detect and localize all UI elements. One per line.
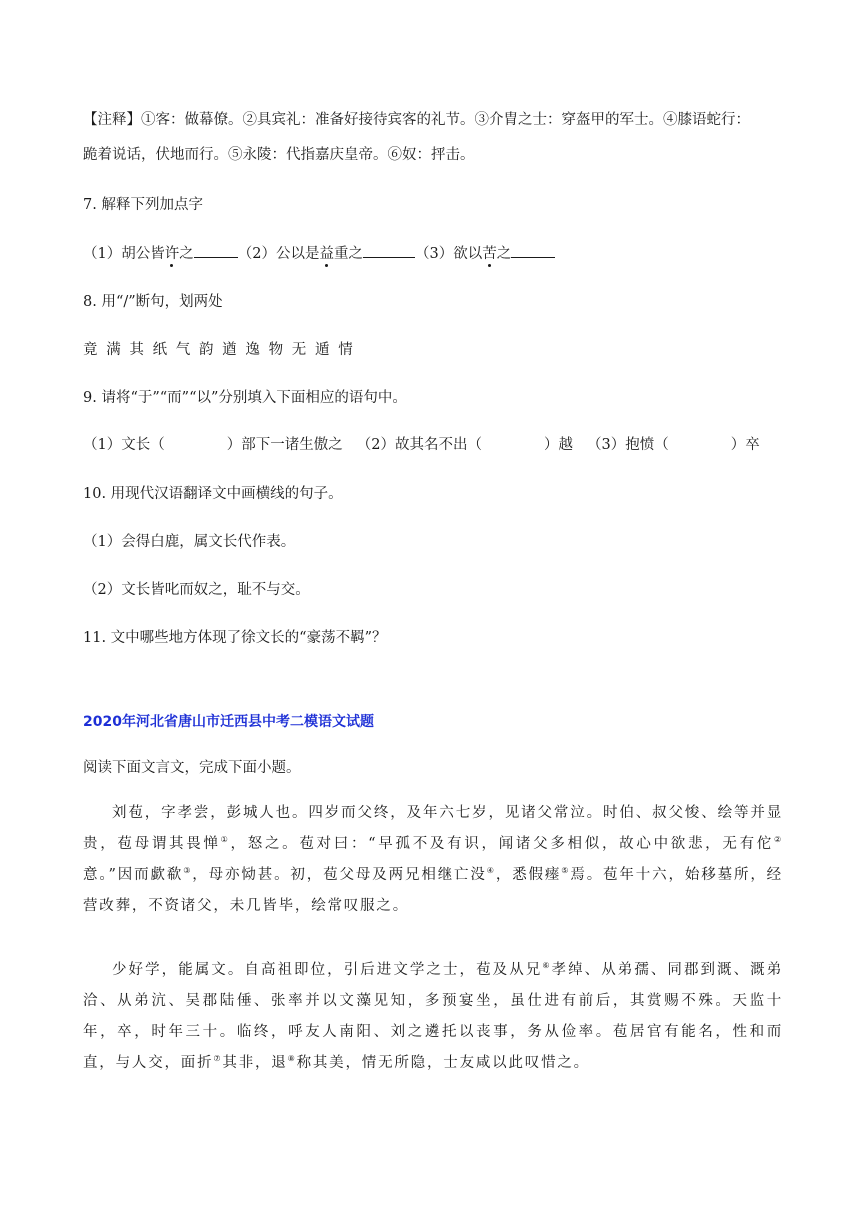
q7-title: 7. 解释下列加点字 xyxy=(83,197,203,213)
q7-item1-dot-char: 许 xyxy=(164,246,180,262)
footnote-marker: ⑦ xyxy=(213,1054,223,1064)
passage-paragraph-2: 少好学，能属文。自高祖即位，引后进文学之士，苞及从兄⑥孝绰、从弟孺、同郡到溉、溉弟洽、从弟沆、吴郡陆倕、张率并以文藻见知，多预宴坐，虽仕进有前后，其赏赐不殊。天监十年，卒，时年三十。临终，呼友人南阳、刘之遴托以丧事，务从俭率。苞居官有能名，性和而直，与人交，面折⑦其非，退⑧称其美，情无所隐，士友咸以此叹惜之。 xyxy=(83,961,783,1071)
q8-title: 8. 用“/”断句，划两处 xyxy=(83,294,223,310)
footnote-marker: ② xyxy=(774,835,783,845)
q10-s2: （2）文长皆叱而奴之，耻不与交。 xyxy=(83,582,310,598)
q9-p1-post: ）部下一诸生傲之 xyxy=(226,437,343,453)
notes-line-2: 跪着说话，伏地而行。⑤永陵：代指嘉庆皇帝。⑥奴：抨击。 xyxy=(83,147,475,163)
q11-title: 11. 文中哪些地方体现了徐文长的“豪荡不羁”？ xyxy=(83,630,387,646)
q9-p3-pre: （3）抱愤（ xyxy=(586,437,669,453)
footnote-marker: ③ xyxy=(183,866,193,876)
passage xyxy=(83,798,783,922)
q9-p2-pre: （2）故其名不出（ xyxy=(356,437,482,453)
q9-items xyxy=(83,435,760,455)
q7-item3-dot-char: 苦 xyxy=(482,246,497,262)
footnote-marker: ⑥ xyxy=(542,961,552,971)
passage-2 xyxy=(83,955,783,1079)
q8-sentence: 竟满其纸气韵遒逸物无遁情 xyxy=(83,342,362,358)
q7-item3-pre: （3）欲以 xyxy=(414,246,483,262)
section-instruction: 阅读下面文言文，完成下面小题。 xyxy=(83,760,301,776)
answer-blank[interactable] xyxy=(363,243,415,258)
answer-blank[interactable] xyxy=(194,243,238,258)
q7-item2-post: 重之 xyxy=(333,246,363,262)
footnote-marker: ④ xyxy=(486,866,496,876)
q7-item3-post: 之 xyxy=(496,246,512,262)
q10-s1: （1）会得白鹿，属文长代作表。 xyxy=(83,534,296,550)
q9-title: 9. 请将“于”“而”“以”分别填入下面相应的语句中。 xyxy=(83,390,407,406)
q9-p3-post: ）卒 xyxy=(730,437,760,453)
q7-item1-post: 之 xyxy=(179,246,194,262)
passage-paragraph-1: 刘苞，字孝尝，彭城人也。四岁而父终，及年六七岁，见诸父常泣。时伯、叔父悛、绘等并显贵，苞母谓其畏惮①，怒之。苞对曰：“早孤不及有识，闻诸父多相似，故心中欲悲，无有佗②意。”因而歔欷③，母亦恸甚。初，苞父母及两兄相继亡没④，悉假瘗⑤焉。苞年十六，始移墓所，经营改葬，不资诸父，未几皆毕，绘常叹服之。 xyxy=(83,805,783,914)
notes-line-1: 【注释】①客：做幕僚。②具宾礼：准备好接待宾客的礼节。③介胄之士：穿盔甲的军士。④膝语蛇行： xyxy=(83,112,750,128)
footnote-marker: ① xyxy=(220,835,231,845)
q7-item1-pre: （1）胡公皆 xyxy=(83,246,165,262)
q7-items xyxy=(83,243,555,264)
q7-item2-pre: （2）公以是 xyxy=(237,246,320,262)
section-heading: 2020年河北省唐山市迁西县中考二模语文试题 xyxy=(83,714,374,730)
q9-p2-post: ）越 xyxy=(543,437,573,453)
footnote-marker: ⑤ xyxy=(561,866,571,876)
footnote-marker: ⑧ xyxy=(287,1054,297,1064)
q9-p1-pre: （1）文长（ xyxy=(83,437,165,453)
answer-blank[interactable] xyxy=(511,243,555,258)
q7-item2-dot-char: 益 xyxy=(319,246,334,262)
q10-title: 10. 用现代汉语翻译文中画横线的句子。 xyxy=(83,486,343,502)
